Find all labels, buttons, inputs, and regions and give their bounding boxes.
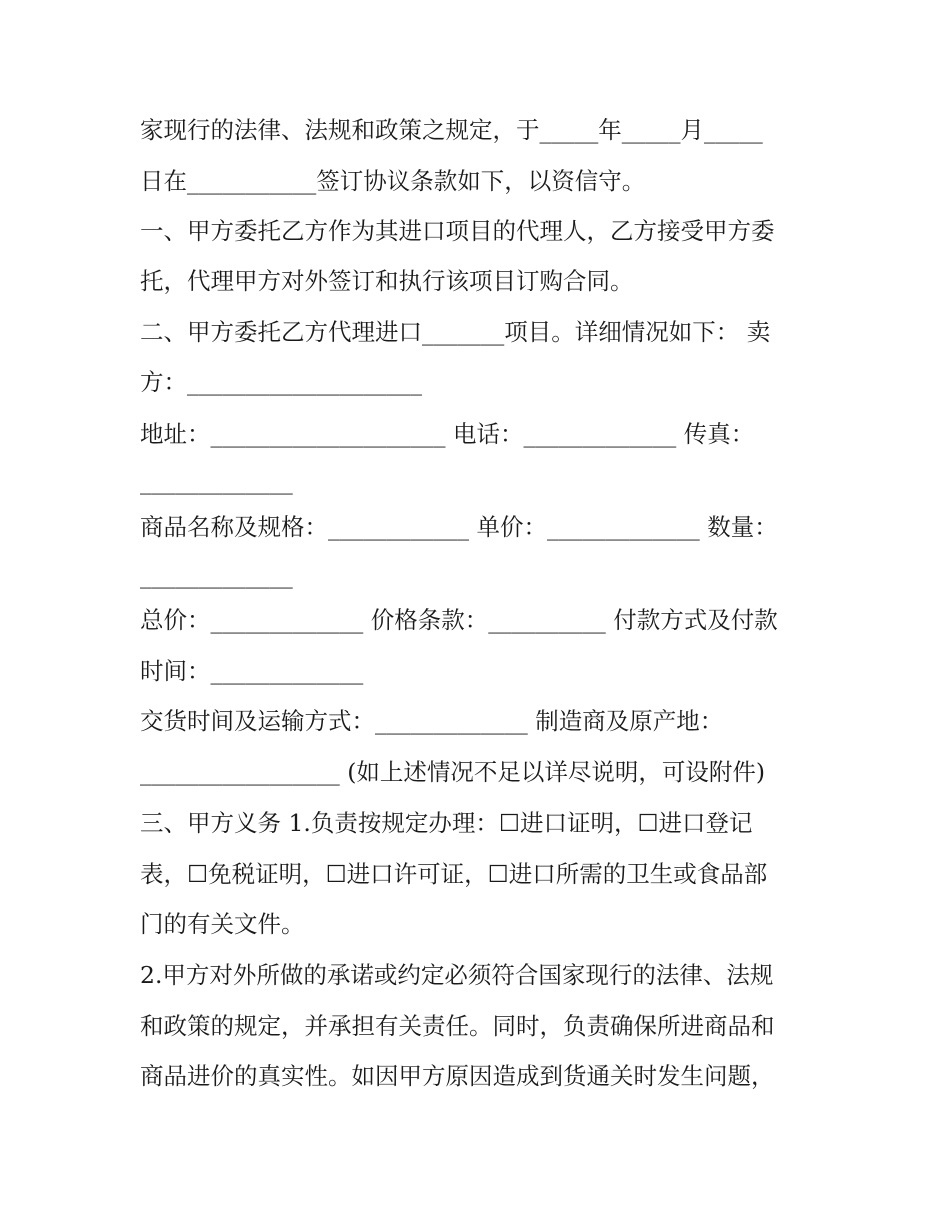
- document-line: 二、甲方委托乙方代理进口_______项目。详细情况如下： 卖: [140, 318, 771, 346]
- document-line: 一、甲方委托乙方作为其进口项目的代理人，乙方接受甲方委: [140, 217, 775, 245]
- document-line: 商品名称及规格：____________ 单价：_____________ 数量：: [140, 513, 778, 541]
- document-line: 托，代理甲方对外签订和执行该项目订购合同。: [140, 267, 634, 295]
- document-line: 方：____________________: [140, 368, 422, 396]
- document-line: _____________: [140, 467, 293, 495]
- document-line: 总价：_____________ 价格条款：__________ 付款方式及付款: [140, 606, 778, 634]
- document-line: 日在___________签订协议条款如下，以资信守。: [140, 167, 646, 195]
- document-line: 地址：____________________ 电话：_____________ 传真：: [140, 420, 755, 448]
- document-line: 门的有关文件。: [140, 910, 305, 938]
- document-line: 和政策的规定，并承担有关责任。同时，负责确保所进商品和: [140, 1012, 775, 1040]
- document-line: 家现行的法律、法规和政策之规定，于_____年_____月_____: [140, 116, 763, 144]
- document-line: 商品进价的真实性。如因甲方原因造成到货通关时发生问题，: [140, 1062, 775, 1090]
- document-line: 三、甲方义务 1.负责按规定办理：☐进口证明，☐进口登记: [140, 809, 753, 837]
- document-line: 交货时间及运输方式：_____________ 制造商及原产地：: [140, 707, 724, 735]
- document-line: 时间：_____________: [140, 657, 364, 685]
- document-line: _____________: [140, 561, 293, 589]
- document-line: 2.甲方对外所做的承诺或约定必须符合国家现行的法律、法规: [140, 961, 774, 989]
- document-line: 表，☐免税证明，☐进口许可证，☐进口所需的卫生或食品部: [140, 860, 768, 888]
- document-line: _________________ (如上述情况不足以详尽说明，可设附件): [140, 758, 766, 786]
